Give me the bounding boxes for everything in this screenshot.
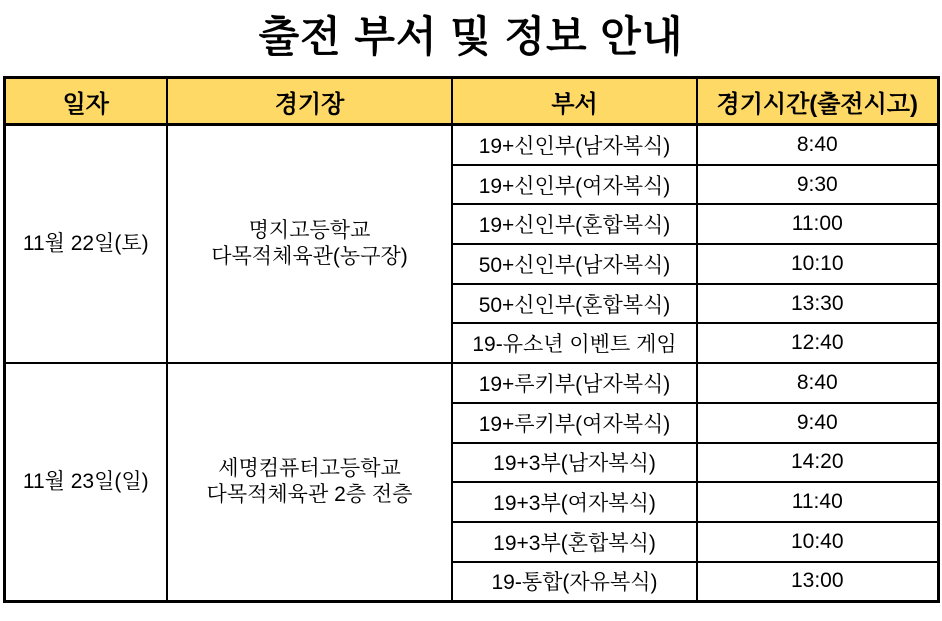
- time-cell: 13:30: [697, 284, 938, 324]
- schedule-table: [3, 76, 940, 603]
- time-cell: 9:30: [697, 165, 938, 205]
- venue-line-1: 명지고등학교: [248, 218, 371, 242]
- division-cell: 19+신인부(혼합복식): [452, 204, 697, 244]
- header-row: [4, 78, 938, 125]
- page-title: 출전 부서 및 정보 안내: [258, 13, 684, 60]
- table-row: [4, 363, 938, 403]
- header-division: 부서: [452, 78, 697, 125]
- division-cell: 19+루키부(남자복식): [452, 363, 697, 403]
- date-cell: 11월 22일(토): [4, 125, 167, 364]
- time-cell: 14:20: [697, 443, 938, 483]
- header-time: 경기시간(출전시고): [697, 78, 938, 125]
- venue-line-2: 다목적체육관(농구장): [211, 245, 408, 269]
- division-cell: 19+3부(여자복식): [452, 482, 697, 522]
- time-cell: 11:40: [697, 482, 938, 522]
- time-cell: 8:40: [697, 125, 938, 165]
- time-cell: 10:40: [697, 522, 938, 562]
- time-cell: 13:00: [697, 562, 938, 602]
- header-venue: 경기장: [167, 78, 452, 125]
- division-cell: 19-유소년 이벤트 게임: [452, 323, 697, 363]
- time-cell: 10:10: [697, 244, 938, 284]
- venue-line-1: 세명컴퓨터고등학교: [218, 456, 401, 480]
- time-cell: 11:00: [697, 204, 938, 244]
- division-cell: 50+신인부(혼합복식): [452, 284, 697, 324]
- section-day2: [4, 363, 938, 602]
- venue-cell: [167, 125, 452, 364]
- time-cell: 8:40: [697, 363, 938, 403]
- division-cell: 19+신인부(여자복식): [452, 165, 697, 205]
- division-cell: 19+신인부(남자복식): [452, 125, 697, 165]
- venue-line-2: 다목적체육관 2층 전층: [206, 483, 413, 507]
- division-cell: 19+3부(혼합복식): [452, 522, 697, 562]
- division-cell: 50+신인부(남자복식): [452, 244, 697, 284]
- division-cell: 19+루키부(여자복식): [452, 403, 697, 443]
- date-cell: 11월 23일(일): [4, 363, 167, 602]
- division-cell: 19+3부(남자복식): [452, 443, 697, 483]
- time-cell: 9:40: [697, 403, 938, 443]
- table-row: [4, 125, 938, 165]
- header-date: 일자: [4, 78, 167, 125]
- division-cell: 19-통합(자유복식): [452, 562, 697, 602]
- venue-cell: [167, 363, 452, 602]
- time-cell: 12:40: [697, 323, 938, 363]
- section-day1: [4, 125, 938, 364]
